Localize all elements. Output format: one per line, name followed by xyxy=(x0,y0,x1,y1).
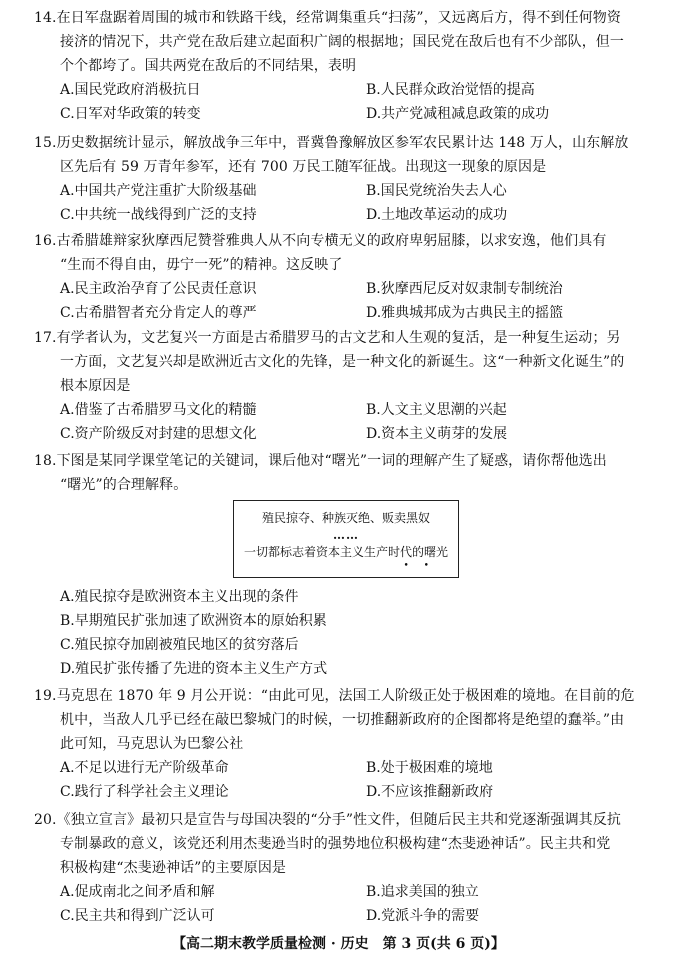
options-row xyxy=(34,398,654,422)
question-text: 18.下图是某同学课堂笔记的关键词，课后他对“曙光”一词的理解产生了疑惑，请你帮他选出 xyxy=(34,453,607,469)
question-text: 接济的情况下，共产党在敌后建立起面积广阔的根据地；国民党在敌后也有不少部队，但一 xyxy=(60,34,624,50)
options-row xyxy=(34,179,654,203)
note-ellipsis: …… xyxy=(333,528,359,542)
option-a[interactable]: A.中国共产党注重扩大阶级基础 xyxy=(60,183,257,199)
question-text: 19.马克思在 1870 年 9 月公开说：“由此可见，法国工人阶级正处于极困难的境地。在目前的危 xyxy=(34,688,635,704)
option-d[interactable]: D.共产党减租减息政策的成功 xyxy=(366,106,550,122)
option-c[interactable]: C.践行了科学社会主义理论 xyxy=(60,784,229,800)
question-text: 积极构建“杰斐逊神话”的主要原因是 xyxy=(60,860,287,876)
option-a[interactable]: A.促成南北之间矛盾和解 xyxy=(60,884,215,900)
question-text: 根本原因是 xyxy=(60,378,131,394)
option-d[interactable]: D.不应该推翻新政府 xyxy=(366,784,494,800)
options-row xyxy=(34,78,654,102)
options-row xyxy=(34,756,654,780)
question-text: 区先后有 59 万青年参军，还有 700 万民工随军征战。出现这一现象的原因是 xyxy=(60,159,547,175)
question-14 xyxy=(34,6,654,126)
question-text: 17.有学者认为，文艺复兴一方面是古希腊罗马的古文艺和人生观的复活，是一种复生运动；另 xyxy=(34,330,621,346)
option-b[interactable]: B.狄摩西尼反对奴隶制专制统治 xyxy=(366,281,563,297)
option-c[interactable]: C.日军对华政策的转变 xyxy=(60,106,201,122)
option-a[interactable]: A.借鉴了古希腊罗马文化的精髓 xyxy=(60,402,257,418)
option-c[interactable]: C.民主共和得到广泛认可 xyxy=(60,908,215,924)
question-text: “曙光”的合理解释。 xyxy=(60,477,188,493)
option-d[interactable]: D.资本主义萌芽的发展 xyxy=(366,426,508,442)
question-15 xyxy=(34,131,654,227)
option-b[interactable]: B.早期殖民扩张加速了欧洲资本的原始积累 xyxy=(60,613,327,629)
option-b[interactable]: B.追求美国的独立 xyxy=(366,884,479,900)
option-c[interactable]: C.殖民掠夺加剧被殖民地区的贫穷落后 xyxy=(60,637,299,653)
question-text: 20.《独立宣言》最初只是宣告与母国决裂的“分手”性文件，但随后民主共和党逐渐强调其反抗 xyxy=(34,812,621,828)
page-footer: 【高二期末教学质量检测 · 历史 第 3 页(共 6 页)】 xyxy=(172,936,505,952)
question-text: 此可知，马克思认为巴黎公社 xyxy=(60,736,244,752)
question-text: 15.历史数据统计显示，解放战争三年中，晋冀鲁豫解放区参军农民累计达 148 万人，山东解放 xyxy=(34,135,629,151)
options-row xyxy=(34,880,654,904)
question-text: 14.在日军盘踞着周围的城市和铁路干线，经常调集重兵“扫荡”，又远离后方，得不到任何物资 xyxy=(34,10,621,26)
option-d[interactable]: D.土地改革运动的成功 xyxy=(366,207,508,223)
option-b[interactable]: B.人民群众政治觉悟的提高 xyxy=(366,82,535,98)
question-20 xyxy=(34,808,654,928)
question-text: 一方面，文艺复兴却是欧洲近古文化的先锋，是一种文化的新诞生。这“一种新文化诞生”的 xyxy=(60,354,625,370)
note-keywords: 殖民掠夺、种族灭绝、贩卖黑奴 xyxy=(261,511,430,525)
option-d[interactable]: D.雅典城邦成为古典民主的摇篮 xyxy=(366,305,564,321)
options-row xyxy=(34,422,654,446)
emphasis-dots: • • xyxy=(403,561,435,571)
option-b[interactable]: B.处于极困难的境地 xyxy=(366,760,493,776)
question-18 xyxy=(34,449,654,497)
option-d[interactable]: D.殖民扩张传播了先进的资本主义生产方式 xyxy=(60,661,328,677)
question-17 xyxy=(34,326,654,446)
note-conclusion: 一切都标志着资本主义生产时代的曙光 xyxy=(243,545,448,559)
options-row xyxy=(34,102,654,126)
question-text: “生而不得自由，毋宁一死”的精神。这反映了 xyxy=(60,257,343,273)
question-text: 专制暴政的意义，该党还利用杰斐逊当时的强势地位积极构建“杰斐逊神话”。民主共和党 xyxy=(60,836,611,852)
options-row xyxy=(34,301,654,325)
option-c[interactable]: C.资产阶级反对封建的思想文化 xyxy=(60,426,257,442)
option-a[interactable]: A.殖民掠夺是欧洲资本主义出现的条件 xyxy=(60,589,299,605)
option-b[interactable]: B.国民党统治失去人心 xyxy=(366,183,507,199)
question-text: 16.古希腊雄辩家狄摩西尼赞誉雅典人从不向专横无义的政府卑躬屈膝，以求安逸，他们具有 xyxy=(34,233,607,249)
options-row xyxy=(34,277,654,301)
option-a[interactable]: A.国民党政府消极抗日 xyxy=(60,82,201,98)
question-19 xyxy=(34,684,654,804)
option-a[interactable]: A.不足以进行无产阶级革命 xyxy=(60,760,229,776)
option-d[interactable]: D.党派斗争的需要 xyxy=(366,908,480,924)
option-c[interactable]: C.古希腊智者充分肯定人的尊严 xyxy=(60,305,257,321)
keyword-note-box xyxy=(233,500,459,578)
option-b[interactable]: B.人文主义思潮的兴起 xyxy=(366,402,507,418)
options-row xyxy=(34,780,654,804)
question-text: 个个都垮了。国共两党在敌后的不同结果，表明 xyxy=(60,58,357,74)
options-row xyxy=(34,203,654,227)
question-16 xyxy=(34,229,654,325)
option-a[interactable]: A.民主政治孕育了公民责任意识 xyxy=(60,281,257,297)
question-18-options xyxy=(34,585,654,681)
question-text: 机中，当敌人几乎已经在敲巴黎城门的时候，一切推翻新政府的企图都将是绝望的蠢举。”由 xyxy=(60,712,625,728)
options-row xyxy=(34,904,654,928)
option-c[interactable]: C.中共统一战线得到广泛的支持 xyxy=(60,207,257,223)
